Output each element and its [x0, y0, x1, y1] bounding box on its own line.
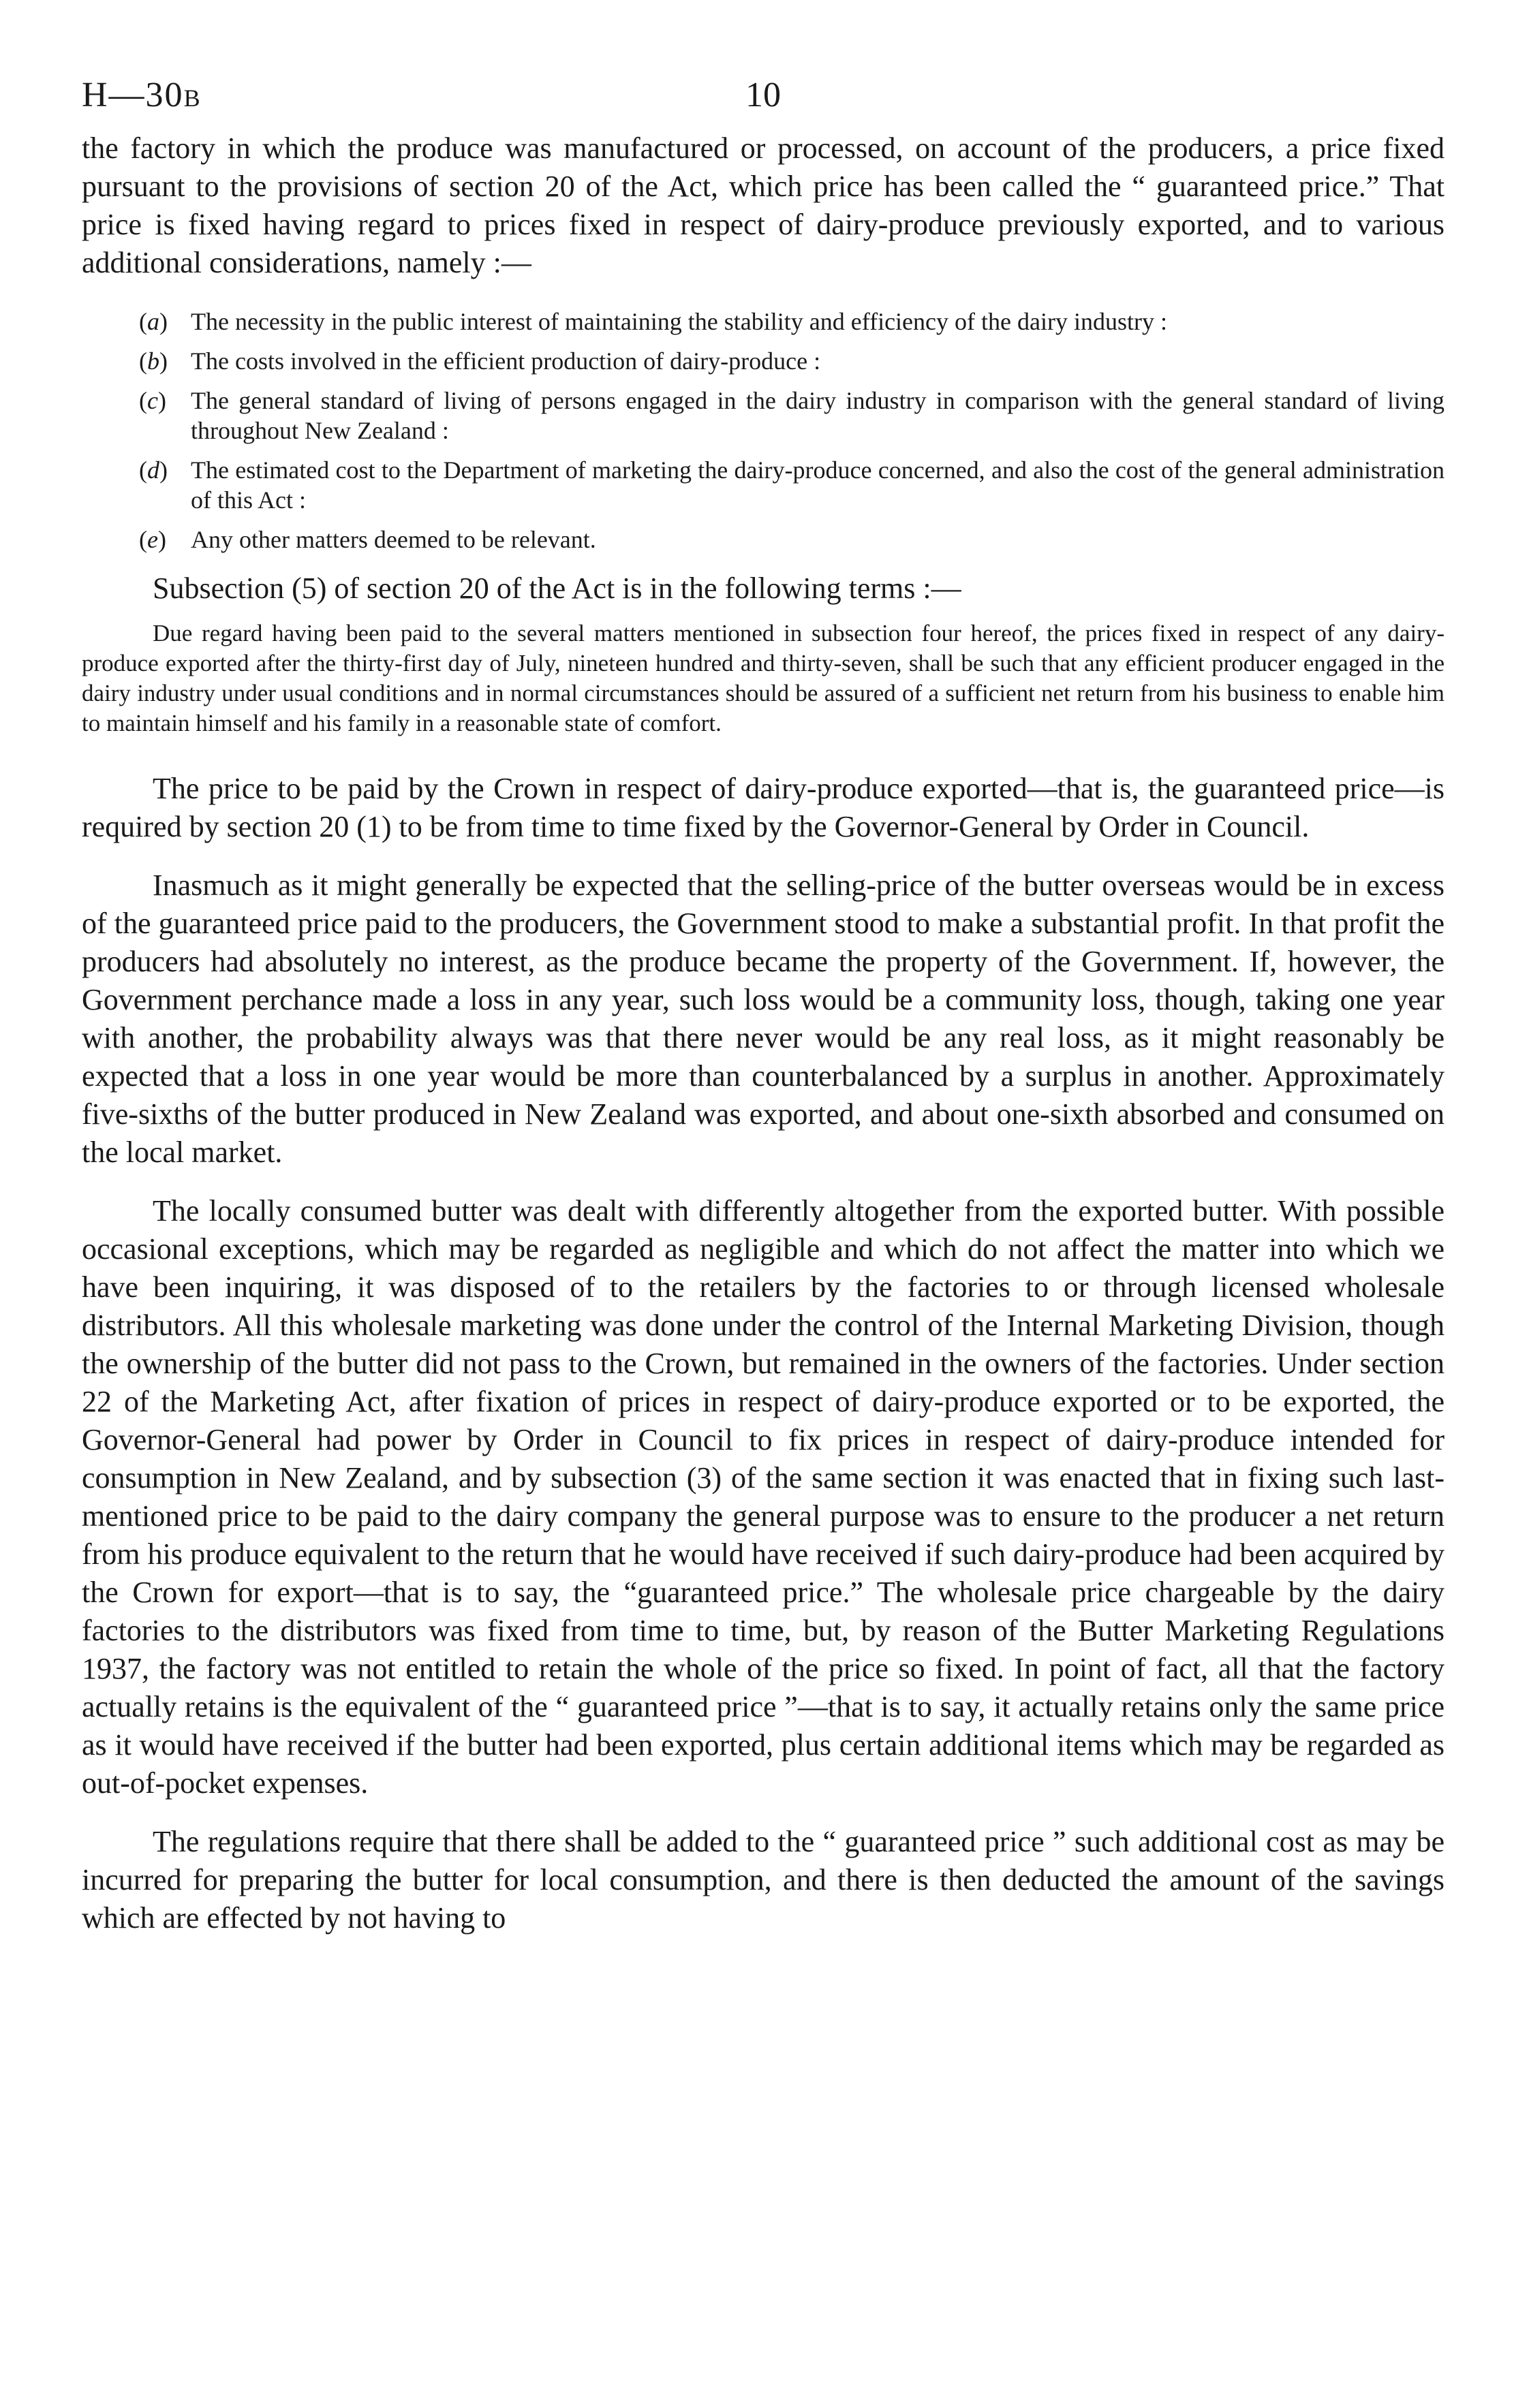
price-paragraph: The price to be paid by the Crown in respect of dairy-produce exported—that is, the guaranteed price—is required by section 20 (1) to be from time to time fixed by the Governor-General by Order in Council.: [82, 772, 1445, 843]
subsection-quote: Due regard having been paid to the several matters mentioned in subsection four hereof, the prices fixed in respect of any dairy-produce exported after the thirty-first day of July, nineteen hundred and thirty-seven, shall be such that any efficient producer engaged in the dairy industry under usual conditions and in normal circumstances should be assured of a sufficient net return from his business to enable him to maintain himself and his family in a reasonable state of comfort.: [82, 620, 1445, 736]
intro-paragraph: the factory in which the produce was manufactured or processed, on account of the producers, a price fixed pursuant to the provisions of section 20 of the Act, which price has been called the “ guaranteed price.” That price is fixed having regard to prices fixed in respect of dairy-produce previously exported, and to various additional considerations, namely :—: [82, 131, 1445, 279]
list-item-label: c: [147, 387, 158, 414]
list-item-text: The necessity in the public interest of maintaining the stability and efficiency of the dairy industry :: [191, 308, 1167, 335]
page-header: [82, 68, 1445, 129]
list-item: (a) The necessity in the public interest of maintaining the stability and efficiency of the dairy industry :: [139, 308, 1167, 335]
document-reference-suffix: B: [183, 84, 202, 112]
subsection-intro: Subsection (5) of section 20 of the Act is in the following terms :—: [153, 572, 961, 605]
document-reference-main: H—30: [82, 76, 184, 114]
page-number: 10: [745, 76, 781, 114]
inasmuch-paragraph: Inasmuch as it might generally be expected that the selling-price of the butter overseas would be in excess of the guaranteed price paid to the producers, the Government stood to make a substantial profit. In that profit the producers had absolutely no interest, as the produce became the property of the Government. If, however, the Government perchance made a loss in any year, such loss would be a community loss, though, taking one year with another, the probability always was that there never would be any real loss, as it might reasonably be expected that a loss in one year would be more than counterbalanced by a surplus in another. Approximately five-sixths of the butter produced in New Zealand was exported, and about one-sixth absorbed and consumed on the local market.: [82, 869, 1445, 1169]
list-item-label: d: [147, 456, 159, 484]
list-item: (d) The estimated cost to the Department of marketing the dairy-produce concerned, and also the cost of the general administration of this Act :: [139, 456, 1445, 514]
list-item-text: The general standard of living of persons engaged in the dairy industry in comparison with the general standard of living throughout New Zealand :: [191, 387, 1445, 444]
list-item-label: a: [147, 308, 159, 335]
considerations-list: [82, 307, 1445, 554]
list-item-text: The costs involved in the efficient production of dairy-produce :: [191, 347, 821, 375]
list-item: (c) The general standard of living of persons engaged in the dairy industry in comparison with the general standard of living throughout New Zealand :: [139, 387, 1445, 444]
document-page: [82, 68, 1445, 1937]
list-item-text: Any other matters deemed to be relevant.: [191, 526, 596, 553]
list-item-label: e: [147, 526, 158, 553]
list-item: (b) The costs involved in the efficient production of dairy-produce :: [139, 347, 821, 375]
list-item-text: The estimated cost to the Department of marketing the dairy-produce concerned, and also the cost of the general administration of this Act :: [191, 456, 1445, 514]
list-item: (e) Any other matters deemed to be relevant.: [139, 526, 596, 553]
list-item-label: b: [147, 347, 159, 375]
regulations-paragraph: The regulations require that there shall be added to the “ guaranteed price ” such additional cost as may be incurred for preparing the butter for local consumption, and there is then deducted the amount of the savings which are effected by not having to: [82, 1825, 1445, 1935]
locally-consumed-paragraph: The locally consumed butter was dealt with differently altogether from the exported butter. With possible occasional exceptions, which may be regarded as negligible and which do not affect the matter into which we have been inquiring, it was disposed of to the retailers by the factories to or through licensed wholesale distributors. All this wholesale marketing was done under the control of the Internal Marketing Division, though the ownership of the butter did not pass to the Crown, but remained in the owners of the factories. Under section 22 of the Marketing Act, after fixation of prices in respect of dairy-produce exported or to be exported, the Governor-General had power by Order in Council to fix prices in respect of dairy-produce intended for consumption in New Zealand, and by subsection (3) of the same section it was enacted that in fixing such last-mentioned price to be paid to the dairy company the general purpose was to ensure to the producer a net return from his produce equivalent to the return that he would have received if such dairy-produce had been acquired by the Crown for export—that is to say, the “guaranteed price.” The wholesale price chargeable by the dairy factories to the distributors was fixed from time to time, but, by reason of the Butter Marketing Regulations 1937, the factory was not entitled to retain the whole of the price so fixed. In point of fact, all that the factory actually retains is the equivalent of the “ guaranteed price ”—that is to say, it actually retains only the same price as it would have received if the butter had been exported, plus certain additional items which may be regarded as out-of-pocket expenses.: [82, 1194, 1445, 1800]
